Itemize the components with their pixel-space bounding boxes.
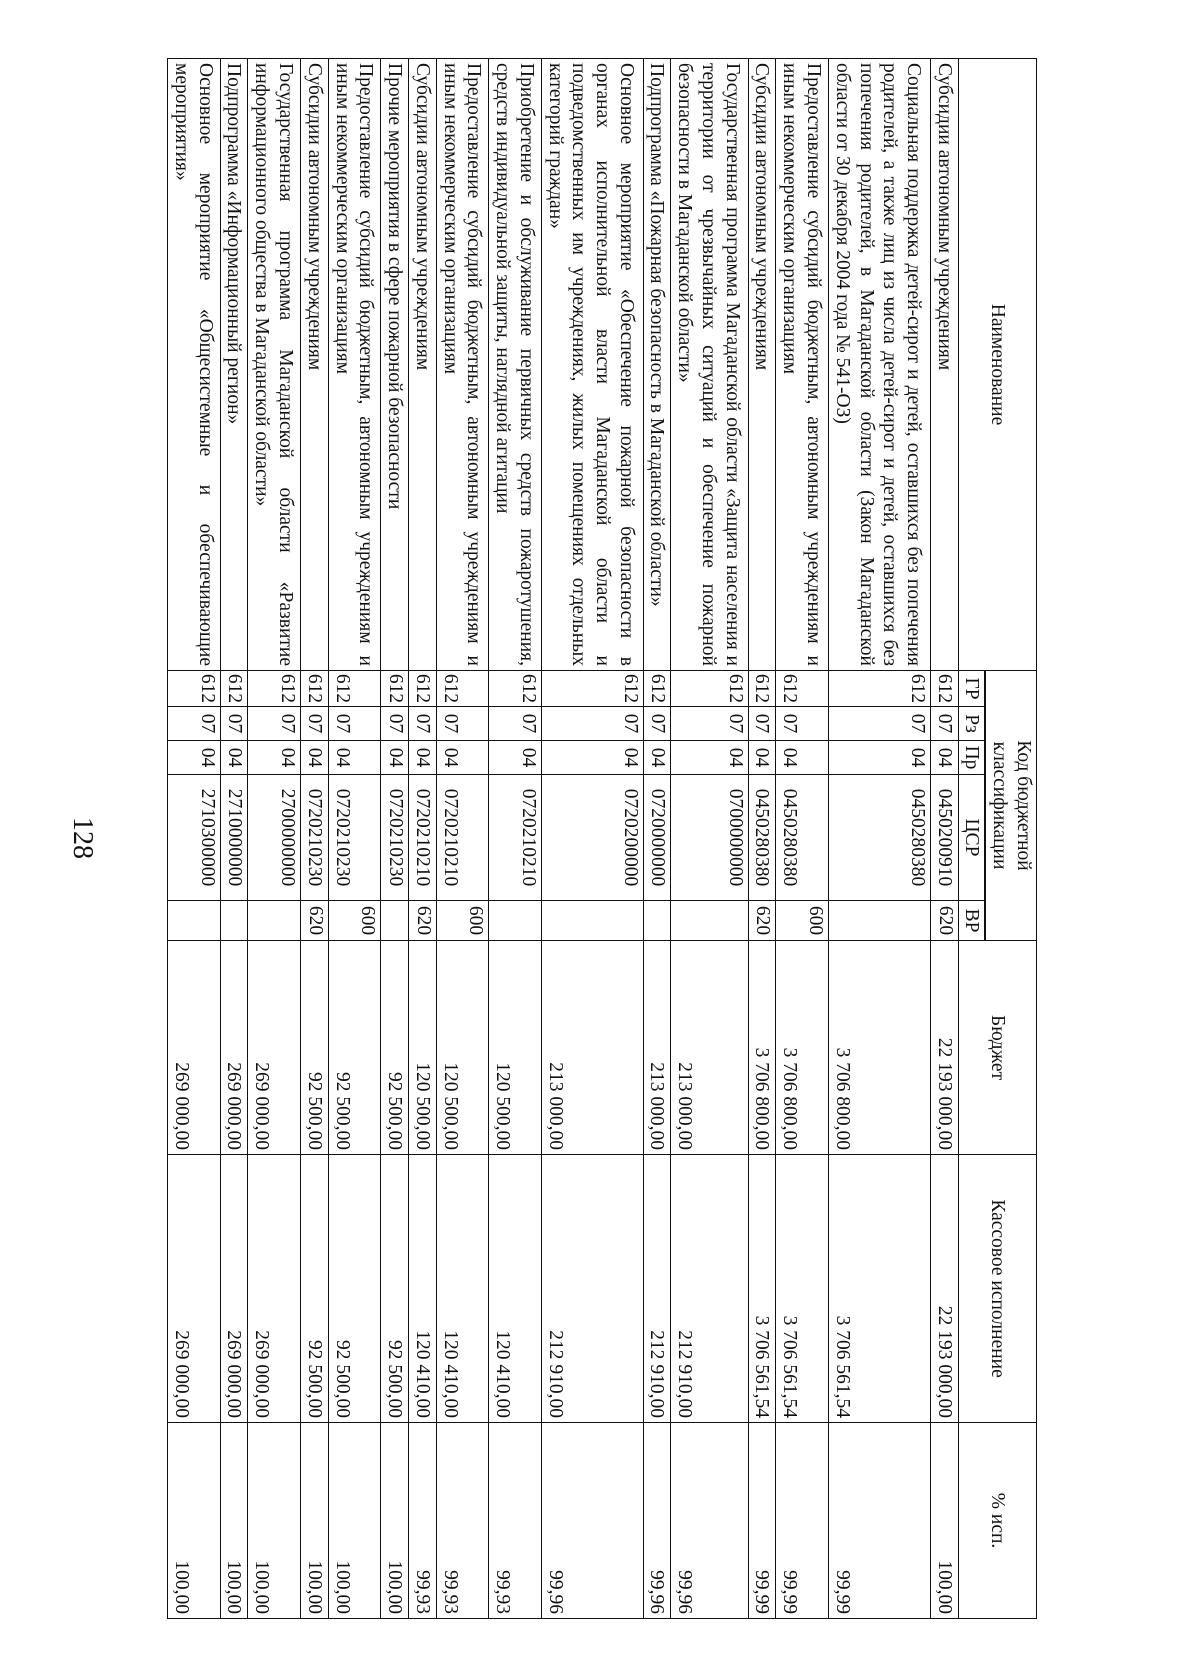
row-name: Субсидии автономным учреждениям [930,59,958,671]
row-rz: 07 [409,707,437,741]
row-name: Социальная поддержка детей-сирот и детей, оставшихся без попечения родителей, а также лиц из числа детей-сирот и детей, оставшихся без попечения родителей, в Магаданской области (Закон Магаданской области от 30 декабря 2004 года № 541-ОЗ) [828,59,930,671]
row-gr: 612 [300,671,328,707]
table-row [748,59,776,1619]
row-budget: 120 500,00 [436,941,489,1155]
row-budget: 213 000,00 [643,941,671,1155]
row-execution: 269 000,00 [168,1155,221,1423]
row-rz: 07 [220,707,248,741]
header-percent: % исп. [958,1423,1036,1619]
row-name: Предоставление субсидий бюджетным, автономным учреждениям и иным некоммерческим организациям [328,59,381,671]
header-rz: Рз [958,707,985,741]
table-row [541,59,643,1619]
row-gr: 612 [930,671,958,707]
row-percent: 100,00 [248,1423,301,1619]
row-percent: 99,96 [671,1423,748,1619]
row-csr: 2700000000 [248,775,301,901]
row-name: Субсидии автономным учреждениям [409,59,437,671]
row-execution: 120 410,00 [489,1155,542,1423]
row-csr: 0450280380 [748,775,776,901]
row-vr: 600 [328,901,381,941]
row-rz: 07 [930,707,958,741]
row-gr: 612 [168,671,221,707]
row-execution: 212 910,00 [671,1155,748,1423]
row-percent: 99,99 [776,1423,829,1619]
row-name: Подпрограмма «Информационный регион» [220,59,248,671]
table-row [828,59,930,1619]
row-percent: 100,00 [168,1423,221,1619]
row-pr: 04 [643,741,671,775]
row-percent: 100,00 [930,1423,958,1619]
row-vr [381,901,409,941]
row-percent: 100,00 [381,1423,409,1619]
table-row [328,59,381,1619]
row-pr: 04 [489,741,542,775]
row-execution: 92 500,00 [381,1155,409,1423]
row-gr: 612 [409,671,437,707]
row-percent: 100,00 [220,1423,248,1619]
header-code-group: Код бюджетной классификации [986,671,1037,941]
row-budget: 213 000,00 [671,941,748,1155]
row-vr [643,901,671,941]
row-vr [248,901,301,941]
page-number: 128 [67,817,98,859]
row-percent: 99,93 [489,1423,542,1619]
row-rz: 07 [748,707,776,741]
row-execution: 120 410,00 [409,1155,437,1423]
header-csr: ЦСР [958,775,985,901]
row-gr: 612 [381,671,409,707]
row-rz: 07 [168,707,221,741]
row-percent: 99,96 [541,1423,643,1619]
row-vr: 600 [776,901,829,941]
row-gr: 612 [489,671,542,707]
row-name: Предоставление субсидий бюджетным, автономным учреждениям и иным некоммерческим организациям [776,59,829,671]
row-rz: 07 [381,707,409,741]
row-percent: 99,96 [643,1423,671,1619]
row-budget: 3 706 800,00 [776,941,829,1155]
row-vr [220,901,248,941]
row-execution: 22 193 000,00 [930,1155,958,1423]
row-pr: 04 [776,741,829,775]
row-pr: 04 [220,741,248,775]
row-pr: 04 [409,741,437,775]
row-vr: 620 [300,901,328,941]
row-percent: 99,99 [828,1423,930,1619]
table-row [930,59,958,1619]
row-pr: 04 [930,741,958,775]
row-csr: 0450200910 [930,775,958,901]
row-gr: 612 [248,671,301,707]
row-vr [541,901,643,941]
row-percent: 99,93 [409,1423,437,1619]
row-name: Предоставление субсидий бюджетным, автономным учреждениям и иным некоммерческим организациям [436,59,489,671]
row-csr: 0450280380 [776,775,829,901]
budget-table [167,58,1037,1619]
row-name: Прочие мероприятия в сфере пожарной безопасности [381,59,409,671]
row-budget: 120 500,00 [489,941,542,1155]
row-name: Субсидии автономным учреждениям [300,59,328,671]
row-vr: 620 [748,901,776,941]
row-vr: 620 [409,901,437,941]
row-gr: 612 [541,671,643,707]
row-pr: 04 [671,741,748,775]
row-budget: 269 000,00 [220,941,248,1155]
table-row [409,59,437,1619]
row-pr: 04 [436,741,489,775]
row-pr: 04 [300,741,328,775]
row-execution: 212 910,00 [643,1155,671,1423]
table-row [168,59,221,1619]
row-pr: 04 [328,741,381,775]
row-percent: 100,00 [300,1423,328,1619]
table-row [671,59,748,1619]
row-csr: 0720210230 [328,775,381,901]
row-execution: 269 000,00 [220,1155,248,1423]
row-budget: 269 000,00 [248,941,301,1155]
row-csr: 0700000000 [671,775,748,901]
table-row [643,59,671,1619]
row-name: Государственная программа Магаданской области «Защита населения и территории от чрезвычайных ситуаций и обеспечение пожарной безопасности в Магаданской области» [671,59,748,671]
row-pr: 04 [248,741,301,775]
header-vr: ВР [958,901,985,941]
table-body [168,59,959,1619]
row-budget: 92 500,00 [381,941,409,1155]
row-name: Приобретение и обслуживание первичных средств пожаротушения, средств индивидуальной защиты, наглядной агитации [489,59,542,671]
row-csr: 0720210210 [436,775,489,901]
row-pr: 04 [828,741,930,775]
row-budget: 92 500,00 [328,941,381,1155]
row-name: Подпрограмма «Пожарная безопасность в Магаданской области» [643,59,671,671]
row-csr: 2710300000 [168,775,221,901]
row-vr [671,901,748,941]
row-execution: 212 910,00 [541,1155,643,1423]
row-vr: 600 [436,901,489,941]
row-csr: 0720210230 [300,775,328,901]
row-gr: 612 [220,671,248,707]
row-gr: 612 [828,671,930,707]
table-row [381,59,409,1619]
row-name: Государственная программа Магаданской области «Развитие информационного общества в Магаданской области» [248,59,301,671]
row-rz: 07 [541,707,643,741]
row-csr: 0720200000 [541,775,643,901]
row-csr: 0720210230 [381,775,409,901]
row-execution: 269 000,00 [248,1155,301,1423]
row-rz: 07 [248,707,301,741]
row-percent: 99,99 [748,1423,776,1619]
row-execution: 92 500,00 [328,1155,381,1423]
row-execution: 120 410,00 [436,1155,489,1423]
row-budget: 92 500,00 [300,941,328,1155]
row-rz: 07 [300,707,328,741]
row-gr: 612 [328,671,381,707]
row-vr [828,901,930,941]
row-csr: 0720210210 [409,775,437,901]
row-budget: 3 706 800,00 [828,941,930,1155]
row-gr: 612 [671,671,748,707]
header-pr: Пр [958,741,985,775]
row-gr: 612 [748,671,776,707]
row-budget: 120 500,00 [409,941,437,1155]
row-rz: 07 [828,707,930,741]
row-pr: 04 [541,741,643,775]
row-pr: 04 [381,741,409,775]
header-name: Наименование [958,59,1036,671]
row-csr: 2710000000 [220,775,248,901]
row-vr [489,901,542,941]
header-gr: ГР [958,671,985,707]
row-name: Основное мероприятие «Обеспечение пожарной безопасности в органах исполнительной власти Магаданской области и подведомственных им учреждениях, жилых помещениях отдельных категорий граждан» [541,59,643,671]
row-execution: 92 500,00 [300,1155,328,1423]
row-csr: 0720000000 [643,775,671,901]
row-pr: 04 [168,741,221,775]
row-budget: 213 000,00 [541,941,643,1155]
row-gr: 612 [776,671,829,707]
table-row [776,59,829,1619]
row-csr: 0720210210 [489,775,542,901]
row-execution: 3 706 561,54 [748,1155,776,1423]
row-budget: 269 000,00 [168,941,221,1155]
row-rz: 07 [436,707,489,741]
row-csr: 0450280380 [828,775,930,901]
row-percent: 99,93 [436,1423,489,1619]
table-row [436,59,489,1619]
row-execution: 3 706 561,54 [776,1155,829,1423]
row-gr: 612 [643,671,671,707]
row-rz: 07 [643,707,671,741]
row-rz: 07 [671,707,748,741]
row-rz: 07 [328,707,381,741]
row-name: Субсидии автономным учреждениям [748,59,776,671]
row-percent: 100,00 [328,1423,381,1619]
header-budget: Бюджет [958,941,1036,1155]
row-vr: 620 [930,901,958,941]
row-gr: 612 [436,671,489,707]
row-rz: 07 [776,707,829,741]
table-row [489,59,542,1619]
table-row [220,59,248,1619]
row-name: Основное мероприятие «Общесистемные и обеспечивающие мероприятия» [168,59,221,671]
table-row [300,59,328,1619]
row-rz: 07 [489,707,542,741]
row-budget: 3 706 800,00 [748,941,776,1155]
rotated-table-container [167,58,1037,1618]
row-pr: 04 [748,741,776,775]
row-budget: 22 193 000,00 [930,941,958,1155]
table-row [248,59,301,1619]
row-vr [168,901,221,941]
header-execution: Кассовое исполнение [958,1155,1036,1423]
row-execution: 3 706 561,54 [828,1155,930,1423]
